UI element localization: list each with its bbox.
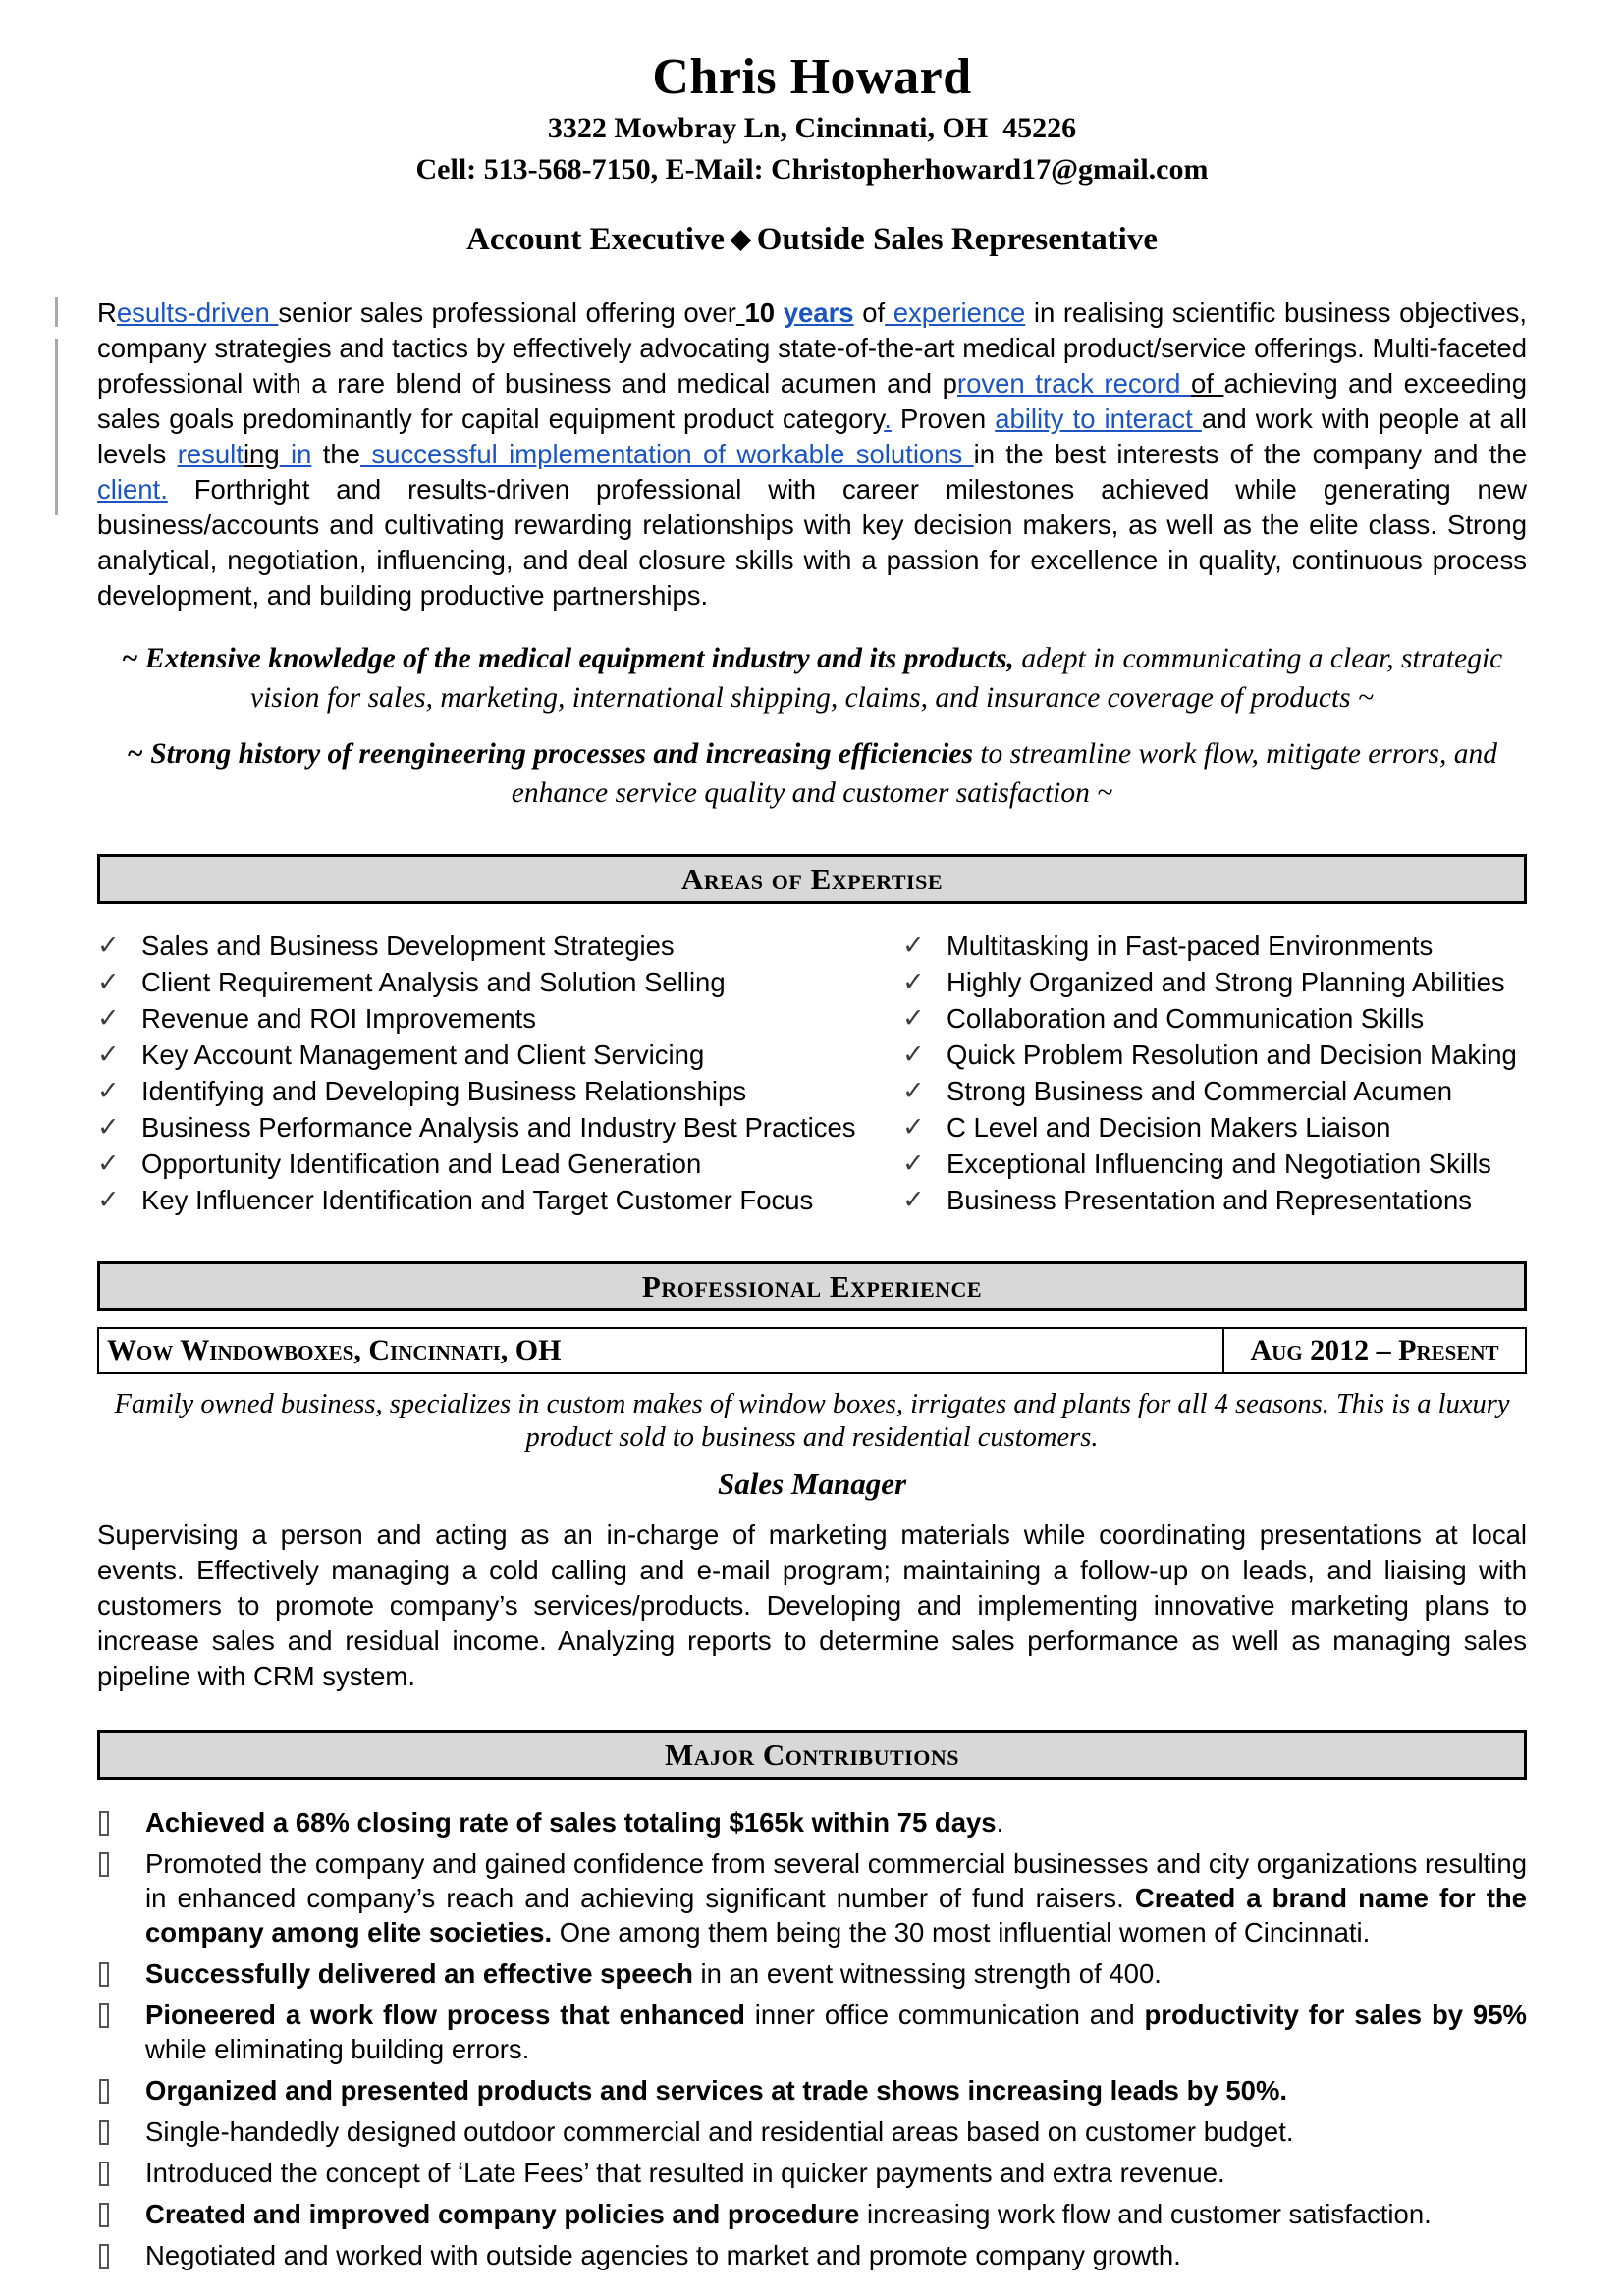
bullet-box-icon xyxy=(99,2203,109,2227)
summary-segment xyxy=(736,297,745,328)
check-icon: ✓ xyxy=(902,1003,925,1033)
check-icon: ✓ xyxy=(902,1040,925,1069)
company-description: Family owned business, specializes in custom makes of window boxes, irrigates and plants for all 4 seasons. This is a luxury product sold to business and residential customers. xyxy=(114,1389,1510,1453)
expertise-item xyxy=(902,1146,1527,1182)
section-title: Professional Experience xyxy=(641,1268,983,1304)
contribution-segment: increasing work flow and customer satisfaction. xyxy=(859,2199,1432,2229)
expertise-column-right xyxy=(902,928,1527,1218)
summary-link[interactable]: in xyxy=(279,439,312,469)
contribution-segment: Single-handedly designed outdoor commercial and residential areas based on customer budget. xyxy=(145,2116,1294,2147)
expertise-label: Key Influencer Identification and Target Customer Focus xyxy=(141,1185,814,1215)
bullet-box-icon xyxy=(99,2079,109,2104)
summary-link[interactable]: result xyxy=(177,439,244,469)
expertise-list xyxy=(97,928,1527,1218)
callout-lead: ~ Extensive knowledge of the medical equipment industry and its products, xyxy=(121,643,1014,674)
expertise-label: Client Requirement Analysis and Solution Selling xyxy=(141,967,726,997)
track-change-bar xyxy=(55,297,58,327)
summary-link[interactable]: successful implementation of workable solutions xyxy=(360,439,974,469)
contribution-item xyxy=(97,2073,1527,2108)
check-icon: ✓ xyxy=(97,1076,120,1105)
company-name: Wow Windowboxes, Cincinnati, OH xyxy=(107,1334,562,1366)
diamond-icon: ◆ xyxy=(731,224,751,253)
contribution-segment: One among them being the 30 most influential women of Cincinnati. xyxy=(552,1917,1371,1948)
expertise-label: Identifying and Developing Business Relationships xyxy=(141,1076,747,1106)
bullet-box-icon xyxy=(99,1962,109,1987)
expertise-label: Highly Organized and Strong Planning Abilities xyxy=(947,967,1505,997)
summary-link[interactable]: experience xyxy=(885,297,1026,328)
contribution-segment: Pioneered a work flow process that enhanced xyxy=(145,2000,745,2030)
expertise-item xyxy=(902,928,1527,964)
experience-entry-header xyxy=(97,1327,1527,1374)
contribution-segment: while eliminating building errors. xyxy=(145,2034,530,2064)
summary-segment: in the best interests of the company and the xyxy=(973,439,1528,469)
contribution-item xyxy=(97,1956,1527,1991)
contribution-segment: Achieved a 68% closing rate of sales totaling $165k within 75 days xyxy=(145,1807,997,1838)
expertise-label: Quick Problem Resolution and Decision Making xyxy=(947,1040,1517,1070)
contribution-item xyxy=(97,2238,1527,2272)
summary-segment: ing xyxy=(243,439,280,469)
expertise-item xyxy=(97,1073,902,1109)
summary-segment xyxy=(775,297,784,328)
check-icon: ✓ xyxy=(902,1185,925,1214)
dates-cell xyxy=(1222,1329,1525,1372)
check-icon: ✓ xyxy=(902,1148,925,1178)
summary-link[interactable]: ability to interact xyxy=(995,403,1202,434)
employment-dates: Aug 2012 – Present xyxy=(1250,1334,1499,1366)
check-icon: ✓ xyxy=(97,1148,120,1178)
expertise-label: Strong Business and Commercial Acumen xyxy=(947,1076,1453,1106)
summary-link[interactable]: roven track record xyxy=(956,368,1191,399)
contribution-text xyxy=(145,2114,1527,2149)
contribution-text xyxy=(145,2156,1527,2190)
contribution-text xyxy=(145,2238,1527,2272)
job-title: Sales Manager xyxy=(717,1467,907,1501)
expertise-label: C Level and Decision Makers Liaison xyxy=(947,1112,1391,1143)
expertise-item xyxy=(902,1000,1527,1037)
bullet-box-icon xyxy=(99,2120,109,2145)
section-header-experience xyxy=(97,1261,1527,1311)
expertise-label: Opportunity Identification and Lead Generation xyxy=(141,1148,702,1179)
summary-segment: of xyxy=(1190,368,1224,399)
check-icon: ✓ xyxy=(97,931,120,960)
contribution-text xyxy=(145,2197,1527,2231)
contribution-item xyxy=(97,1998,1527,2066)
summary-segment: senior sales professional offering over xyxy=(278,297,736,328)
expertise-item xyxy=(97,928,902,964)
candidate-address: 3322 Mowbray Ln, Cincinnati, OH 45226 xyxy=(547,112,1077,144)
summary-link[interactable]: esults-driven xyxy=(116,297,279,328)
contribution-segment: Organized and presented products and services at trade shows increasing leads by 50%. xyxy=(145,2075,1288,2106)
section-title: Major Contributions xyxy=(665,1736,959,1772)
check-icon: ✓ xyxy=(97,1112,120,1142)
check-icon: ✓ xyxy=(902,1112,925,1142)
check-icon: ✓ xyxy=(97,1003,120,1033)
title-right: Outside Sales Representative xyxy=(756,222,1158,257)
check-icon: ✓ xyxy=(902,967,925,996)
expertise-label: Collaboration and Communication Skills xyxy=(947,1003,1425,1034)
bullet-box-icon xyxy=(99,2162,109,2186)
contribution-text xyxy=(145,1956,1527,1991)
bullet-box-icon xyxy=(99,2003,109,2028)
track-change-bar xyxy=(55,339,58,515)
callout-lead: ~ Strong history of reengineering processes and increasing efficiencies xyxy=(127,738,973,770)
expertise-label: Exceptional Influencing and Negotiation Skills xyxy=(947,1148,1491,1179)
summary-link[interactable]: years xyxy=(783,297,854,328)
contribution-segment: Successfully delivered an effective speech xyxy=(145,1958,693,1989)
contribution-item xyxy=(97,2114,1527,2149)
contribution-segment: inner office communication and xyxy=(744,2000,1145,2030)
title-left: Account Executive xyxy=(465,222,726,257)
section-header-contributions xyxy=(97,1730,1527,1780)
candidate-name: Chris Howard xyxy=(652,49,972,105)
expertise-item xyxy=(902,1182,1527,1218)
contribution-text xyxy=(145,1846,1527,1949)
expertise-label: Multitasking in Fast-paced Environments xyxy=(947,931,1434,961)
callout-process-history xyxy=(97,734,1527,813)
document-title xyxy=(97,222,1527,258)
expertise-label: Revenue and ROI Improvements xyxy=(141,1003,536,1034)
contribution-segment: productivity for sales by 95% xyxy=(1144,2000,1527,2030)
expertise-item xyxy=(902,1109,1527,1146)
check-icon: ✓ xyxy=(97,1185,120,1214)
expertise-column-left xyxy=(97,928,902,1218)
contribution-segment: in an event witnessing strength of 400. xyxy=(692,1958,1162,1989)
bullet-box-icon xyxy=(99,1811,109,1836)
check-icon: ✓ xyxy=(902,931,925,960)
summary-link[interactable]: . xyxy=(884,403,892,434)
summary-segment: R xyxy=(97,297,117,328)
contribution-segment: Introduced the concept of ‘Late Fees’ that resulted in quicker payments and extra revenue. xyxy=(145,2158,1225,2188)
summary-segment: Proven xyxy=(891,403,996,434)
expertise-item xyxy=(97,1109,902,1146)
contribution-text xyxy=(145,2073,1527,2108)
summary-text xyxy=(97,297,1527,611)
summary-paragraph xyxy=(97,295,1527,614)
bullet-box-icon xyxy=(99,1852,109,1877)
candidate-contact: Cell: 513-568-7150, E-Mail: Christopherhoward17@gmail.com xyxy=(415,153,1209,186)
expertise-item xyxy=(97,1146,902,1182)
summary-segment: achieving and exceeding sales goals predominantly for capital equipment product category xyxy=(97,368,1527,434)
contribution-item xyxy=(97,1805,1527,1840)
expertise-item xyxy=(97,1182,902,1218)
expertise-item xyxy=(902,1073,1527,1109)
expertise-item xyxy=(902,964,1527,1000)
callout-industry-knowledge xyxy=(97,639,1527,718)
contributions-list xyxy=(97,1805,1527,2272)
contribution-text xyxy=(145,1998,1527,2066)
check-icon: ✓ xyxy=(902,1076,925,1105)
expertise-item xyxy=(97,1000,902,1037)
summary-segment: and work with people at all levels xyxy=(97,403,1527,469)
check-icon: ✓ xyxy=(97,1040,120,1069)
expertise-label: Key Account Management and Client Servicing xyxy=(141,1040,705,1070)
contribution-text xyxy=(145,1805,1527,1840)
callout-rest: adept in communicating a clear, strategic vision for sales, marketing, international shipping, claims, and insurance coverage of products ~ xyxy=(250,643,1503,714)
section-title: Areas of Expertise xyxy=(680,861,944,896)
contribution-segment: Promoted the company and gained confidence from several commercial businesses and city organizations resulting in enhanced company’s reach and achieving significant number of fund raisers. xyxy=(145,1848,1527,1913)
expertise-item xyxy=(97,1037,902,1073)
summary-segment: Forthright and results-driven professional with career milestones achieved while generating new business/accounts and cultivating rewarding relationships with key decision makers, as well as the elite class. Strong analytical, negotiation, influencing, and deal closure skills with a passion for excellence in quality, continuous process development, and building productive partnerships. xyxy=(97,474,1527,611)
expertise-label: Sales and Business Development Strategies xyxy=(141,931,675,961)
contribution-segment: Created a brand name for the company among elite societies. xyxy=(145,1883,1527,1948)
summary-segment: the xyxy=(311,439,361,469)
expertise-item xyxy=(97,964,902,1000)
contribution-segment: Created and improved company policies and procedure xyxy=(145,2199,860,2229)
summary-segment: 10 xyxy=(744,297,776,328)
expertise-label: Business Presentation and Representations xyxy=(947,1185,1473,1215)
contribution-segment: Negotiated and worked with outside agencies to market and promote company growth. xyxy=(145,2240,1181,2270)
callout-rest: to streamline work flow, mitigate errors, and enhance service quality and customer satisfaction ~ xyxy=(511,738,1497,809)
contribution-item xyxy=(97,1846,1527,1949)
contribution-item xyxy=(97,2156,1527,2190)
summary-segment: in realising scientific business objectives, company strategies and tactics by effectively advocating state-of-the-art medical product/service offerings. Multi-faceted professional with a rare blend of business and medical acumen and p xyxy=(97,297,1528,399)
job-summary-paragraph: Supervising a person and acting as an in-charge of marketing materials while coordinating presentations at local events. Effectively managing a cold calling and e-mail program; maintaining a follow-up on leads, and liaising with customers to promote company’s services/products. Developing and implementing innovative marketing plans to increase sales and residual income. Analyzing reports to determine sales performance as well as managing sales pipeline with CRM system. xyxy=(97,1520,1527,1691)
bullet-box-icon xyxy=(99,2244,109,2269)
company-cell xyxy=(99,1329,1222,1372)
expertise-label: Business Performance Analysis and Industry Best Practices xyxy=(141,1112,856,1143)
summary-segment: of xyxy=(853,297,886,328)
contribution-item xyxy=(97,2197,1527,2231)
summary-link[interactable]: client. xyxy=(97,474,168,505)
expertise-item xyxy=(902,1037,1527,1073)
check-icon: ✓ xyxy=(97,967,120,996)
contribution-segment: . xyxy=(996,1807,1004,1838)
section-header-expertise xyxy=(97,854,1527,904)
